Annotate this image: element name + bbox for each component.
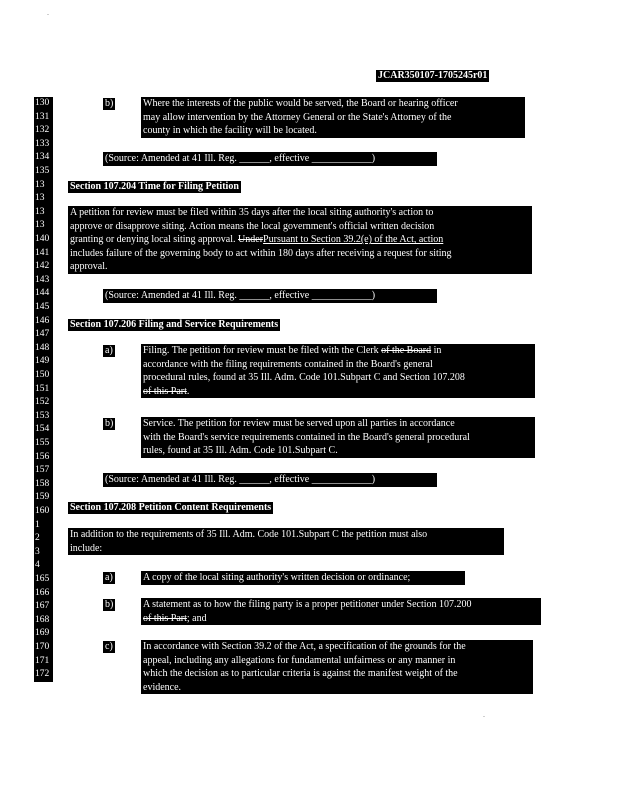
subsection-text: [141, 640, 533, 694]
document-code-header: JCAR350107-1705245r01: [378, 70, 488, 81]
line-number: 3: [34, 546, 53, 560]
line-number: 147: [34, 328, 53, 342]
text-fragment: .: [186, 385, 190, 397]
scan-speck: [47, 14, 49, 15]
subsection-label: b): [105, 599, 114, 610]
text-line: [70, 233, 530, 247]
subsection-label: b): [105, 98, 114, 109]
deleted-text: of this Part: [143, 612, 187, 624]
subsection-label: a): [105, 572, 113, 583]
line-number: 4: [34, 559, 53, 573]
line-number: 1: [34, 519, 53, 533]
line-number: 157: [34, 464, 53, 478]
text-fragment: ; and: [186, 612, 207, 624]
text-line: evidence.: [143, 681, 182, 693]
section-heading: Section 107.208 Petition Content Requirements: [70, 502, 272, 513]
line-number: 154: [34, 423, 53, 437]
section-heading: Section 107.206 Filing and Service Requirements: [70, 319, 279, 330]
subsection-label: a): [105, 345, 113, 356]
line-number: 150: [34, 369, 53, 383]
line-number: 140: [34, 233, 53, 247]
line-number: 153: [34, 410, 53, 424]
line-number: 170: [34, 641, 53, 655]
line-number: 2: [34, 532, 53, 546]
section-intro: [68, 528, 504, 555]
line-number: 155: [34, 437, 53, 451]
text-fragment: Filing. The petition for review must be filed with the Clerk: [143, 345, 382, 356]
text-line: rules, found at 35 Ill. Adm. Code 101.Subpart C.: [143, 445, 338, 457]
text-line: A statement as to how the filing party is a proper petitioner under Section 107.200: [143, 599, 472, 610]
text-line: with the Board's service requirements contained in the Board's general procedural: [143, 431, 470, 443]
subsection-text: [141, 344, 535, 398]
line-number: 149: [34, 355, 53, 369]
subsection-label: c): [105, 641, 113, 652]
line-number: 145: [34, 301, 53, 315]
text-line: includes failure of the governing body to act within 180 days after receiving a request for siting: [70, 247, 452, 259]
subsection-label: b): [105, 418, 114, 429]
deleted-text: nder: [245, 234, 264, 246]
line-number: 165: [34, 573, 53, 587]
line-number: 132: [34, 124, 53, 138]
text-line: approve or disapprove siting. Action means the local government's official written decision: [70, 220, 435, 232]
line-number: 158: [34, 478, 53, 492]
line-number: 159: [34, 491, 53, 505]
deleted-text: U: [238, 234, 246, 246]
subsection-text: [141, 417, 535, 458]
source-note: (Source: Amended at 41 Ill. Reg. ______, effective ____________): [103, 289, 437, 303]
line-number: 156: [34, 451, 53, 465]
line-number: 171: [34, 655, 53, 669]
subsection-text: [141, 598, 541, 625]
line-number: 169: [34, 627, 53, 641]
text-line: Where the interests of the public would be served, the Board or hearing officer: [143, 98, 458, 109]
text-line: appeal, including any allegations for fundamental unfairness or any manner in: [143, 654, 456, 666]
line-number: 172: [34, 668, 53, 682]
text-line: In addition to the requirements of 35 Ill. Adm. Code 101.Subpart C the petition must also: [70, 529, 428, 540]
text-fragment: granting or denying local siting approval.: [70, 234, 239, 246]
text-line: include:: [70, 542, 103, 554]
scan-speck: [483, 716, 485, 717]
text-line: [143, 612, 539, 626]
line-number: 152: [34, 396, 53, 410]
section-body: [68, 206, 532, 274]
text-line: In accordance with Section 39.2 of the Act, a specification of the grounds for the: [143, 641, 466, 652]
inserted-text: Pursuant to Section 39.2(e) of the Act, action: [263, 234, 444, 246]
line-number: 133: [34, 138, 53, 152]
line-number: 13: [34, 179, 53, 193]
line-number: 144: [34, 287, 53, 301]
text-fragment: in: [431, 345, 442, 356]
line-number: 13: [34, 206, 53, 220]
line-number: 167: [34, 600, 53, 614]
line-number: 168: [34, 614, 53, 628]
text-line: which the decision as to particular criteria is against the manifest weight of the: [143, 668, 458, 680]
text-line: A petition for review must be filed within 35 days after the local siting authority's action to: [70, 207, 434, 218]
text-line: procedural rules, found at 35 Ill. Adm. Code 101.Subpart C and Section 107.208: [143, 372, 465, 384]
deleted-text: of this Part: [143, 385, 187, 397]
text-line: may allow intervention by the Attorney General or the State's Attorney of the: [143, 111, 452, 123]
text-line: county in which the facility will be located.: [143, 125, 317, 137]
line-number: 148: [34, 342, 53, 356]
deleted-text: of the Board: [381, 345, 432, 356]
line-number: 13: [34, 219, 53, 233]
text-line: [143, 344, 533, 358]
source-note: (Source: Amended at 41 Ill. Reg. ______, effective ____________): [103, 473, 437, 487]
line-number: 13: [34, 192, 53, 206]
source-note: (Source: Amended at 41 Ill. Reg. ______, effective ____________): [103, 152, 437, 166]
line-number: 131: [34, 111, 53, 125]
line-number: 134: [34, 151, 53, 165]
line-number: 160: [34, 505, 53, 519]
text-line: Service. The petition for review must be served upon all parties in accordance: [143, 418, 455, 429]
line-number: 141: [34, 247, 53, 261]
section-heading: Section 107.204 Time for Filing Petition: [70, 181, 239, 192]
subsection-text: [141, 97, 525, 138]
text-line: accordance with the filing requirements contained in the Board's general: [143, 358, 433, 370]
line-number: 143: [34, 274, 53, 288]
line-number: 151: [34, 383, 53, 397]
line-number: 130: [34, 97, 53, 111]
line-number: 166: [34, 587, 53, 601]
line-number: 146: [34, 315, 53, 329]
subsection-text: A copy of the local siting authority's written decision or ordinance;: [141, 571, 465, 585]
text-line: approval.: [70, 261, 108, 273]
line-number: 135: [34, 165, 53, 179]
line-number: 142: [34, 260, 53, 274]
text-line: [143, 385, 533, 399]
